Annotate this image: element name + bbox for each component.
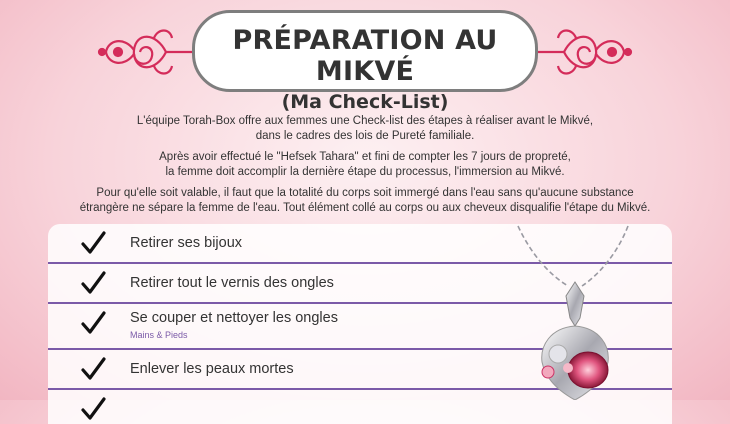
intro-p2-line2: la femme doit accomplir la dernière étape du processus, l'immersion au Mikvé. xyxy=(165,166,565,178)
intro-p3-line2: étrangère ne sépare la femme de l'eau. Tout élément collé au corps ou aux cheveux disqualifie l'étape du Mikvé. xyxy=(79,202,651,214)
checklist-item-label: Retirer ses bijoux xyxy=(130,235,243,251)
title-box xyxy=(192,10,538,113)
intro-paragraph-2 xyxy=(40,150,690,180)
title-banner xyxy=(0,0,730,113)
intro-text xyxy=(40,114,690,222)
intro-p2-line1: Après avoir effectué le "Hefsek Tahara" et fini de compter les 7 jours de propreté, xyxy=(159,151,571,163)
intro-p1-line2: dans le cadres des lois de Pureté familiale. xyxy=(255,130,475,142)
checklist-item-label: Se couper et nettoyer les ongles xyxy=(130,310,338,326)
checkmark-icon xyxy=(80,356,106,382)
left-ornament-icon xyxy=(96,22,196,82)
intro-p1-line1: L'équipe Torah-Box offre aux femmes une Check-list des étapes à réaliser avant le Mikvé, xyxy=(136,115,594,127)
intro-paragraph-1 xyxy=(40,114,690,144)
intro-p3-line1: Pour qu'elle soit valable, il faut que la totalité du corps soit immergé dans l'eau sans qu'aucune substance xyxy=(96,187,634,199)
checklist-item-sublabel: Mains & Pieds xyxy=(130,330,188,340)
right-ornament-icon xyxy=(534,22,634,82)
checkmark-icon xyxy=(80,310,106,336)
checkmark-icon xyxy=(80,270,106,296)
page-title: PRÉPARATION AU MIKVÉ xyxy=(232,25,498,87)
necklace-image xyxy=(490,222,670,400)
checklist-item-label: Retirer tout le vernis des ongles xyxy=(130,275,334,291)
intro-paragraph-3 xyxy=(40,186,690,216)
checkmark-icon xyxy=(80,230,106,256)
page-subtitle: (Ma Check-List) xyxy=(281,91,449,113)
checklist-item-label: Enlever les peaux mortes xyxy=(130,361,294,377)
